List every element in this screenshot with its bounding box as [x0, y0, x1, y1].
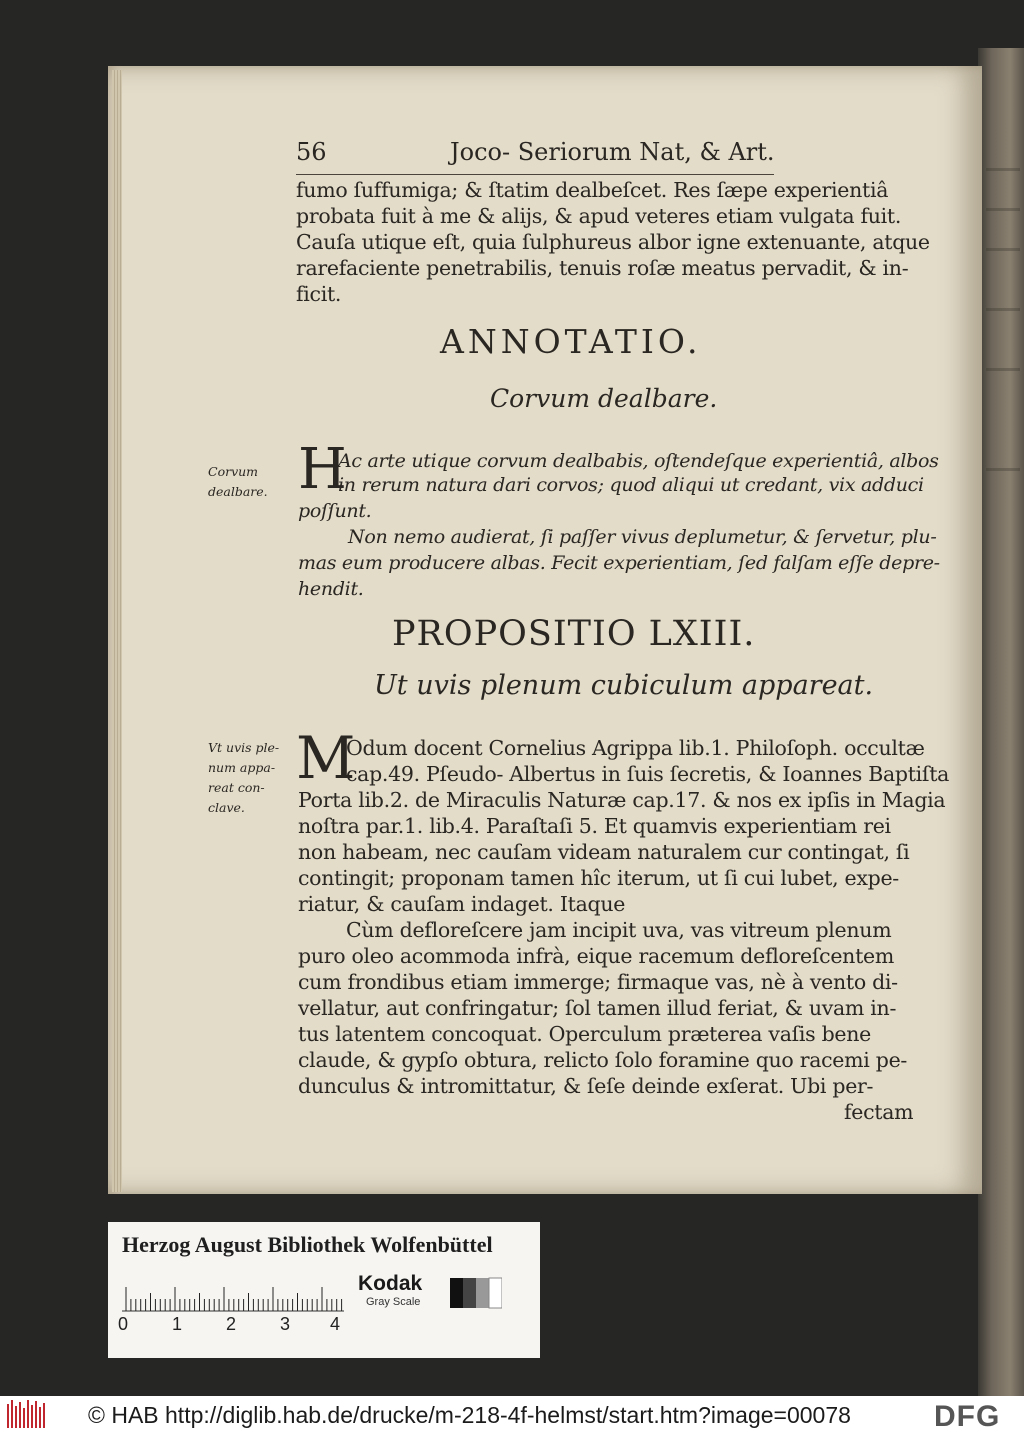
text-line: non habeam, nec cauſam videam naturalem cur contingat, ſi — [298, 840, 910, 864]
section-subheading-corvum: Corvum dealbare. — [490, 384, 718, 413]
text-line: puro oleo acommoda infrà, eique racemum defloreſcentem — [298, 944, 894, 968]
copyright-url: © HAB http://diglib.hab.de/drucke/m-218-4f-helmst/start.htm?image=00078 — [88, 1402, 851, 1428]
text-line: poſſunt. — [298, 500, 372, 522]
drop-cap-m: M — [296, 724, 356, 792]
hab-barcode-logo-icon — [6, 1400, 48, 1430]
text-line: Cùm defloreſcere jam incipit uva, vas vitreum plenum — [346, 918, 892, 942]
footer-bar — [0, 1396, 1024, 1435]
margin-note-corvum: Corvum dealbare. — [208, 464, 268, 499]
text-line: fumo ſuffumiga; & ſtatim dealbeſcet. Res ſæpe experientiâ — [296, 178, 889, 202]
text-line: Porta lib.2. de Miraculis Naturæ cap.17. & nos ex ipſis in Magia — [298, 788, 946, 812]
text-line: Odum docent Cornelius Agrippa lib.1. Philoſoph. occultæ — [346, 736, 925, 760]
text-line: hendit. — [298, 578, 364, 600]
page-stack-edge — [112, 70, 122, 1192]
text-line: tus latentem concoquat. Operculum præterea vaſis bene — [298, 1022, 871, 1046]
text-line: cum frondibus etiam immerge; firmaque vas, nè à vento di- — [298, 970, 898, 994]
text-line: probata fuit à me & alijs, & apud veteres etiam vulgata fuit. — [296, 204, 902, 228]
text-line: contingit; proponam tamen hîc iterum, ut ſi cui lubet, expe- — [298, 866, 899, 890]
text-line: vellatur, aut confringatur; ſol tamen illud feriat, & uvam in- — [298, 996, 897, 1020]
ruler-scale — [122, 1270, 344, 1312]
text-line: Non nemo audierat, ſi paſſer vivus deplumetur, & ſervetur, plu- — [348, 526, 937, 548]
catchword: fectam — [844, 1100, 914, 1124]
text-line: ficit. — [296, 282, 342, 306]
ruler-number: 4 — [330, 1314, 341, 1334]
library-calibration-label — [108, 1222, 540, 1358]
text-line: noſtra par.1. lib.4. Paraſtaſi 5. Et quamvis experientiam rei — [298, 814, 891, 838]
kodak-brand: Kodak — [358, 1272, 423, 1295]
header-rule — [296, 174, 774, 175]
text-line: mas eum producere albas. Fecit experientiam, ſed falſam eſſe depre- — [298, 552, 940, 574]
text-line: Ac arte utique corvum dealbabis, oſtendeſque experientiâ, albos — [338, 450, 939, 472]
section-heading-annotatio: ANNOTATIO. — [440, 322, 702, 361]
gray-scale-caption: Gray Scale — [366, 1296, 421, 1308]
gray-scale-swatches-icon — [450, 1272, 502, 1312]
section-subheading-uvis: Ut uvis plenum cubiculum appareat. — [374, 670, 874, 701]
text-line: in rerum natura dari corvos; quod aliqui ut credant, vix adduci — [338, 474, 924, 496]
page-number: 56 — [296, 138, 327, 166]
dfg-logo: DFG — [934, 1400, 1001, 1433]
text-line: claude, & gypſo obtura, relicto ſolo foramine quo racemi pe- — [298, 1048, 908, 1072]
margin-note-uvis: Vt uvis ple- num appa- reat con- clave. — [208, 740, 280, 815]
ruler-number: 2 — [226, 1314, 237, 1334]
ruler-number: 0 — [118, 1314, 129, 1334]
text-line: Cauſa utique eſt, quia ſulphureus albor igne extenuante, atque — [296, 230, 930, 254]
adjacent-page-edge — [978, 48, 1024, 1396]
text-line: cap.49. Pſeudo- Albertus in ſuis ſecretis, & Ioannes Baptiſta — [346, 762, 950, 786]
text-line: rarefaciente penetrabilis, tenuis roſæ meatus pervadit, & in- — [296, 256, 909, 280]
drop-cap-h: H — [298, 437, 347, 502]
ruler-number: 1 — [172, 1314, 183, 1334]
ruler-number: 3 — [280, 1314, 291, 1334]
section-heading-propositio: PROPOSITIO LXIII. — [392, 614, 756, 654]
library-name: Herzog August Bibliothek Wolfenbüttel — [122, 1232, 493, 1257]
text-line: dunculus & intromittatur, & ſeſe deinde exſerat. Ubi per- — [298, 1074, 874, 1098]
text-line: riatur, & cauſam indaget. Itaque — [298, 892, 626, 916]
running-head-title: Joco- Seriorum Nat, & Art. — [450, 138, 775, 166]
